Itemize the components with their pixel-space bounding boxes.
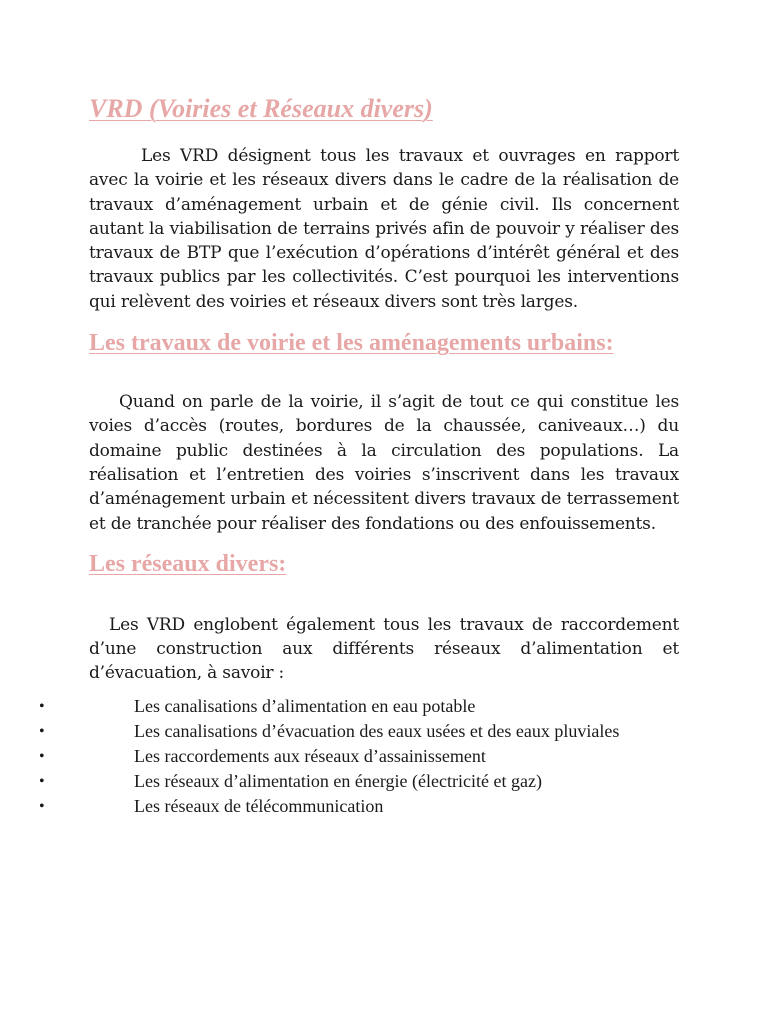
list-item-text: Les réseaux de télécommunication [134,795,384,816]
bullet-icon: • [39,722,45,740]
list-item [39,694,679,719]
list-item [39,769,679,794]
list-item [39,744,679,769]
reseaux-list [39,694,679,819]
list-item [39,794,679,819]
section-heading-reseaux: Les réseaux divers: [89,550,287,577]
list-item-text: Les canalisations d’évacuation des eaux usées et des eaux pluviales [134,720,620,741]
bullet-icon: • [39,797,45,815]
intro-paragraph: Les VRD désignent tous les travaux et ouvrages en rapport avec la voirie et les réseaux divers dans le cadre de la réalisation de travaux d’aménagement urbain et de génie civil. Ils concernent autant la viabilisation de terrains privés afin de pouvoir y réaliser des travaux de BTP que l’exécution d’opérations d’intérêt général et des travaux publics par les collectivités. C’est pourquoi les interventions qui relèvent des voiries et réseaux divers sont très larges. [89,146,679,312]
bullet-icon: • [39,747,45,765]
list-item-text: Les réseaux d’alimentation en énergie (électricité et gaz) [134,770,542,791]
page-title: VRD (Voiries et Réseaux divers) [89,94,433,123]
list-item-text: Les canalisations d’alimentation en eau potable [134,695,476,716]
bullet-icon: • [39,772,45,790]
reseaux-paragraph: Les VRD englobent également tous les travaux de raccordement d’une construction aux différents réseaux d’alimentation et d’évacuation, à savoir : [89,614,679,684]
list-item [39,719,679,744]
voirie-paragraph: Quand on parle de la voirie, il s’agit de tout ce qui constitue les voies d’accès (routes, bordures de la chaussée, caniveaux…) du domaine public destinées à la circulation des populations. La réalisation et l’entretien des voiries s’inscrivent dans les travaux d’aménagement urbain et nécessitent divers travaux de terrassement et de tranchée pour réaliser des fondations ou des enfouissements. [89,392,679,534]
document-page [39,94,679,819]
list-item-text: Les raccordements aux réseaux d’assainissement [134,745,486,766]
section-heading-voirie: Les travaux de voirie et les aménagements urbains: [89,330,614,357]
bullet-icon: • [39,697,45,715]
